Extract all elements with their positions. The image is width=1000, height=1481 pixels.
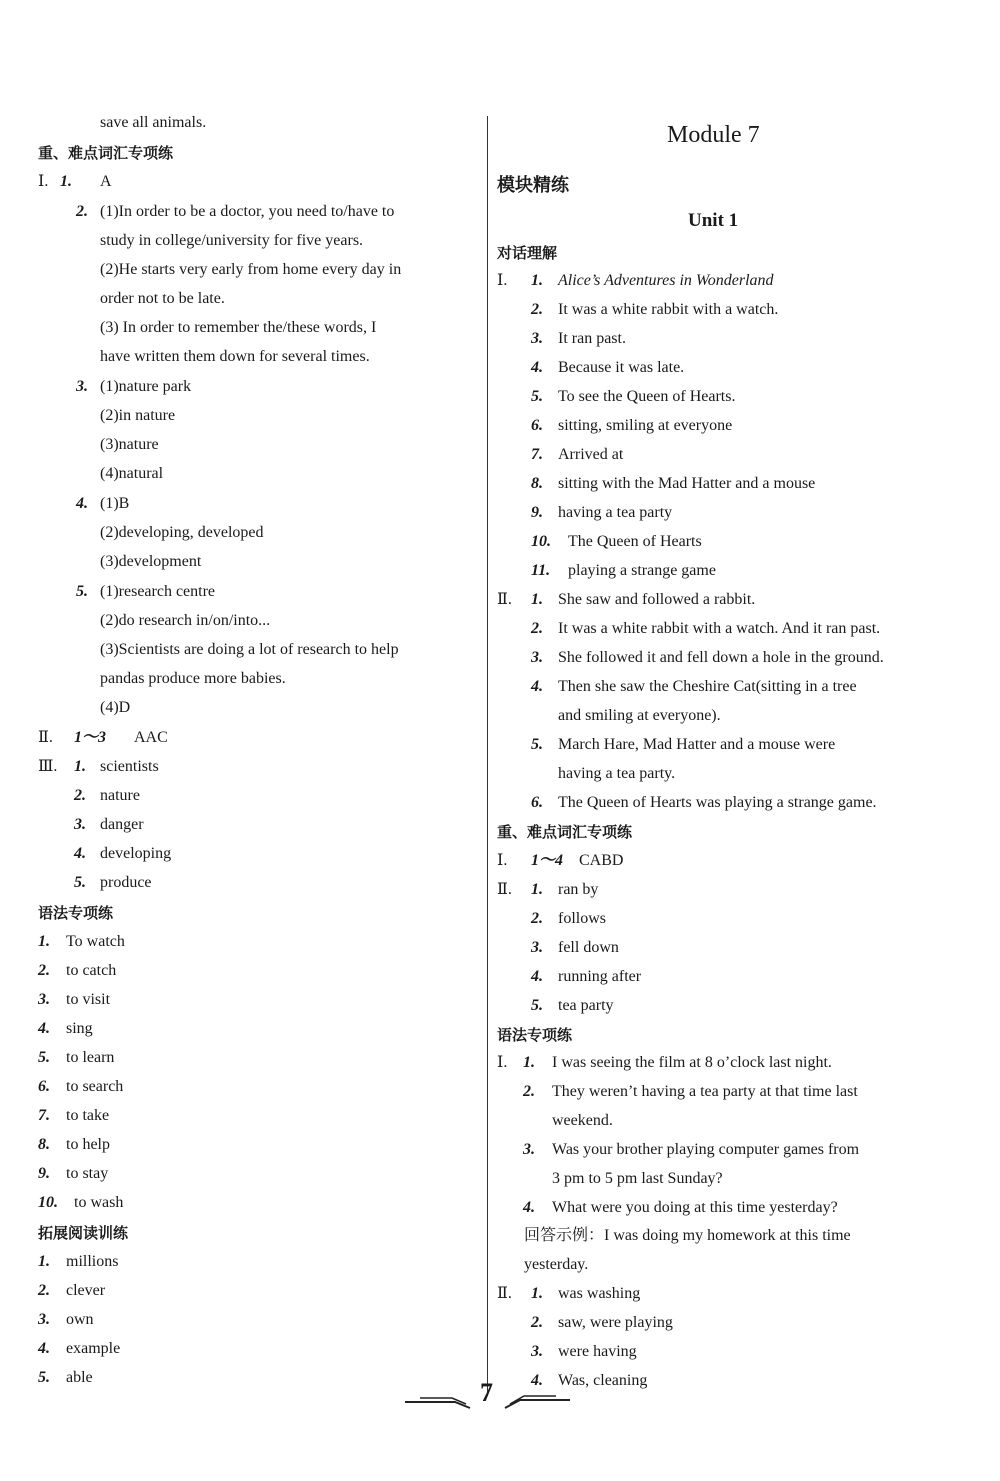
item-answer: to stay <box>66 1165 109 1182</box>
item-answer: to learn <box>66 1049 115 1066</box>
item-number: 4. <box>531 1372 543 1389</box>
item-answer: Was, cleaning <box>558 1372 648 1389</box>
q4-part: (3)development <box>100 553 202 570</box>
item-number: 5. <box>531 736 543 753</box>
item-answer: Alice’s Adventures in Wonderland <box>558 272 774 289</box>
item-answer: What were you doing at this time yesterday? <box>552 1199 838 1216</box>
item-answer: able <box>66 1369 93 1386</box>
section-title: 模块精练 <box>497 175 569 196</box>
item-answer: It ran past. <box>558 330 626 347</box>
item-number: 4. <box>531 968 543 985</box>
item-number: 8. <box>531 475 543 492</box>
item-answer: clever <box>66 1282 106 1299</box>
item-answer: own <box>66 1311 94 1328</box>
item-answer: produce <box>100 874 152 891</box>
item-number: 6. <box>531 417 543 434</box>
q1-answer: A <box>100 173 112 190</box>
item-number: 2. <box>531 1314 543 1331</box>
item-number: 1. <box>531 272 543 289</box>
item-answer: She followed it and fell down a hole in the ground. <box>558 649 884 666</box>
q4-part: (2)developing, developed <box>100 524 264 541</box>
roman-II: Ⅱ. <box>497 881 512 898</box>
q2-line: order not to be late. <box>100 290 225 307</box>
roman-II: Ⅱ. <box>497 591 512 608</box>
item-answer-cont: and smiling at everyone). <box>558 707 721 724</box>
range-label: 1～3 <box>74 729 107 746</box>
roman-I: Ⅰ. <box>38 173 49 190</box>
item-number: 1. <box>38 933 50 950</box>
item-answer: sitting with the Mad Hatter and a mouse <box>558 475 816 492</box>
item-number: 3. <box>38 1311 50 1328</box>
item-number: 1. <box>523 1054 535 1071</box>
item-number: 2. <box>531 301 543 318</box>
item-number: 2. <box>74 787 86 804</box>
item-answer: The Queen of Hearts was playing a strange game. <box>558 794 877 811</box>
item-number: 4. <box>531 678 543 695</box>
item-answer: The Queen of Hearts <box>568 533 702 550</box>
item-number: 5. <box>38 1369 50 1386</box>
item-answer: playing a strange game <box>568 562 716 579</box>
item-number: 3. <box>38 991 50 1008</box>
item-answer: tea party <box>558 997 614 1014</box>
sample-answer-cont: yesterday. <box>524 1256 589 1273</box>
unit-title: Unit 1 <box>688 210 739 231</box>
item-number: 1. <box>531 591 543 608</box>
q2-number: 2. <box>76 203 88 220</box>
q5-part: (3)Scientists are doing a lot of research to help <box>100 641 399 658</box>
q2-line: have written them down for several times. <box>100 348 370 365</box>
item-number: 1. <box>531 1285 543 1302</box>
item-number: 3. <box>531 330 543 347</box>
intro-tail: save all animals. <box>100 114 207 131</box>
item-number: 1. <box>74 758 86 775</box>
item-answer: developing <box>100 845 172 862</box>
page-footer <box>0 1380 1000 1420</box>
item-number: 2. <box>38 1282 50 1299</box>
item-number: 11. <box>531 562 551 579</box>
item-answer: saw, were playing <box>558 1314 673 1331</box>
item-answer: having a tea party <box>558 504 673 521</box>
item-number: 2. <box>38 962 50 979</box>
item-answer: It was a white rabbit with a watch. And it ran past. <box>558 620 881 637</box>
range-answer: CABD <box>579 852 624 869</box>
vocab-section-title: 重、难点词汇专项练 <box>38 144 174 162</box>
range-label: 1～4 <box>531 852 564 869</box>
q1-number: 1. <box>60 173 72 190</box>
q4-part: (1)B <box>100 495 130 512</box>
roman-I: Ⅰ. <box>497 852 508 869</box>
q3-part: (2)in nature <box>100 407 176 424</box>
item-answer: example <box>66 1340 121 1357</box>
item-number: 5. <box>531 997 543 1014</box>
footer-ornament <box>0 1380 1000 1420</box>
item-answer: to catch <box>66 962 117 979</box>
q3-part: (4)natural <box>100 465 164 482</box>
item-answer: were having <box>558 1343 637 1360</box>
item-number: 4. <box>523 1199 535 1216</box>
item-number: 3. <box>74 816 86 833</box>
page-number: 7 <box>480 1378 493 1407</box>
column-divider <box>487 116 488 1396</box>
q5-part: (2)do research in/on/into... <box>100 612 271 629</box>
item-number: 4. <box>74 845 86 862</box>
q3-part: (3)nature <box>100 436 159 453</box>
module-title: Module 7 <box>667 122 760 148</box>
item-answer: I was seeing the film at 8 o’clock last night. <box>552 1054 832 1071</box>
item-number: 3. <box>531 939 543 956</box>
item-answer: They weren’t having a tea party at that time last <box>552 1083 858 1100</box>
item-number: 3. <box>523 1141 535 1158</box>
item-number: 9. <box>531 504 543 521</box>
item-answer: To see the Queen of Hearts. <box>558 388 736 405</box>
item-number: 4. <box>38 1340 50 1357</box>
item-answer: to help <box>66 1136 110 1153</box>
q3-number: 3. <box>76 378 88 395</box>
item-number: 5. <box>74 874 86 891</box>
item-number: 8. <box>38 1136 50 1153</box>
roman-I: Ⅰ. <box>497 1054 508 1071</box>
item-answer: millions <box>66 1253 119 1270</box>
item-answer: running after <box>558 968 642 985</box>
q5-part: (4)D <box>100 699 131 716</box>
q5-part: pandas produce more babies. <box>100 670 286 687</box>
vocab-section-title: 重、难点词汇专项练 <box>497 823 633 841</box>
q5-part: (1)research centre <box>100 583 216 600</box>
item-number: 4. <box>38 1020 50 1037</box>
item-answer: Was your brother playing computer games from <box>552 1141 860 1158</box>
q2-line: study in college/university for five years. <box>100 232 364 249</box>
item-answer: danger <box>100 816 144 833</box>
item-answer: Then she saw the Cheshire Cat(sitting in a tree <box>558 678 857 695</box>
item-answer: to take <box>66 1107 110 1124</box>
item-answer: to visit <box>66 991 111 1008</box>
item-answer: ran by <box>558 881 599 898</box>
item-answer-cont: 3 pm to 5 pm last Sunday? <box>552 1170 723 1187</box>
item-number: 2. <box>531 620 543 637</box>
roman-I: Ⅰ. <box>497 272 508 289</box>
grammar-section-title: 语法专项练 <box>38 904 114 922</box>
item-answer: She saw and followed a rabbit. <box>558 591 756 608</box>
item-answer: March Hare, Mad Hatter and a mouse were <box>558 736 836 753</box>
q2-line: (3) In order to remember the/these words, I <box>100 319 377 336</box>
item-number: 10. <box>38 1194 58 1211</box>
item-answer: nature <box>100 787 140 804</box>
item-number: 6. <box>531 794 543 811</box>
item-number: 5. <box>531 388 543 405</box>
roman-II: Ⅱ. <box>497 1285 512 1302</box>
item-number: 6. <box>38 1078 50 1095</box>
item-answer: scientists <box>100 758 159 775</box>
item-number: 10. <box>531 533 551 550</box>
item-answer-cont: weekend. <box>552 1112 613 1129</box>
item-number: 1. <box>38 1253 50 1270</box>
item-number: 2. <box>523 1083 535 1100</box>
q4-number: 4. <box>76 495 88 512</box>
item-number: 3. <box>531 1343 543 1360</box>
item-answer: sing <box>66 1020 93 1037</box>
item-answer: fell down <box>558 939 619 956</box>
q3-part: (1)nature park <box>100 378 192 395</box>
item-number: 1. <box>531 881 543 898</box>
item-number: 9. <box>38 1165 50 1182</box>
dialog-section-title: 对话理解 <box>497 244 558 262</box>
item-answer: Arrived at <box>558 446 624 463</box>
item-answer: Because it was late. <box>558 359 685 376</box>
item-number: 7. <box>531 446 543 463</box>
reading-section-title: 拓展阅读训练 <box>38 1224 129 1242</box>
q2-line: (2)He starts very early from home every day in <box>100 261 402 278</box>
q2-line: (1)In order to be a doctor, you need to/have to <box>100 203 395 220</box>
item-number: 3. <box>531 649 543 666</box>
item-answer: To watch <box>66 933 125 950</box>
item-number: 2. <box>531 910 543 927</box>
item-answer: It was a white rabbit with a watch. <box>558 301 779 318</box>
item-answer: to wash <box>74 1194 124 1211</box>
roman-III: Ⅲ. <box>38 758 58 775</box>
item-number: 7. <box>38 1107 50 1124</box>
item-answer: follows <box>558 910 606 927</box>
roman-II: Ⅱ. <box>38 729 53 746</box>
item-number: 5. <box>38 1049 50 1066</box>
item-answer: to search <box>66 1078 124 1095</box>
item-answer: sitting, smiling at everyone <box>558 417 733 434</box>
sample-answer: 回答示例：I was doing my homework at this time <box>524 1227 851 1244</box>
grammar-section-title: 语法专项练 <box>497 1026 573 1044</box>
item-answer-cont: having a tea party. <box>558 765 676 782</box>
item-number: 4. <box>531 359 543 376</box>
range-answer: AAC <box>134 729 168 746</box>
q5-number: 5. <box>76 583 88 600</box>
item-answer: was washing <box>558 1285 641 1302</box>
